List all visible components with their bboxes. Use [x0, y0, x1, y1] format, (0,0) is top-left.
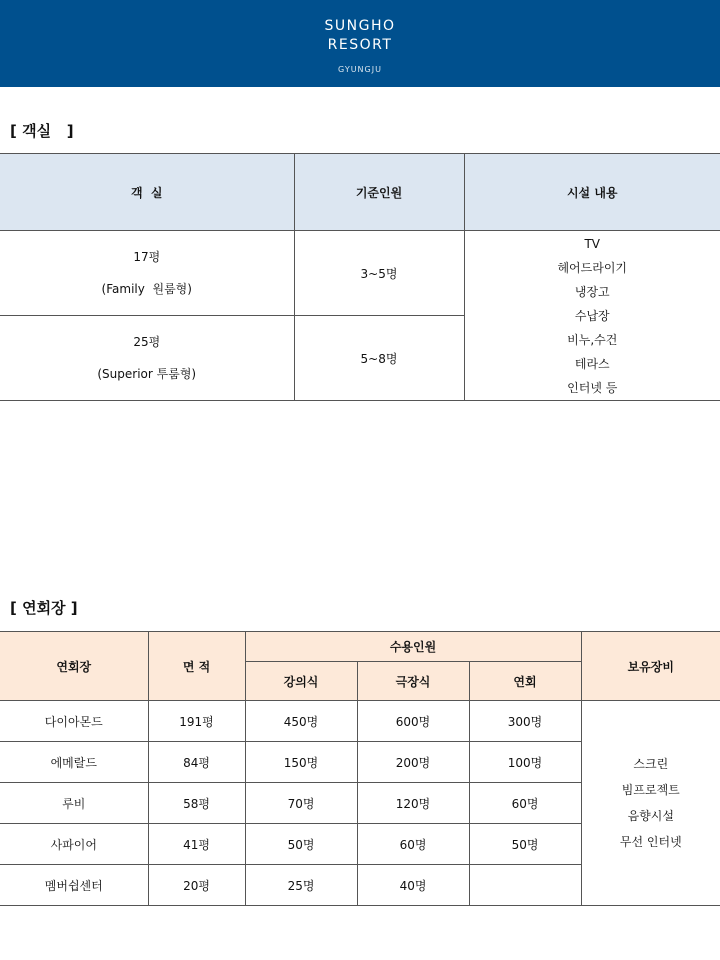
hall-name: 다이아몬드 — [0, 701, 148, 742]
logo-line-2: RESORT — [327, 37, 393, 53]
hall-theater: 60명 — [357, 824, 469, 865]
halls-header-hall: 연회장 — [0, 632, 148, 701]
hall-theater: 200명 — [357, 742, 469, 783]
resort-header — [0, 0, 720, 87]
hall-name: 사파이어 — [0, 824, 148, 865]
halls-header-equipment: 보유장비 — [581, 632, 720, 701]
room-size: 25평 — [133, 335, 161, 349]
logo-line-1: SUNGHO — [324, 18, 396, 34]
hall-name: 루비 — [0, 783, 148, 824]
rooms-header-facilities: 시설 내용 — [464, 154, 720, 231]
room-capacity: 3~5명 — [294, 231, 464, 316]
facility-item: 수납장 — [574, 308, 610, 323]
room-type-label: (Family 원룸형) — [101, 282, 192, 296]
room-capacity: 5~8명 — [294, 316, 464, 401]
facility-item: 테라스 — [574, 356, 610, 371]
hall-area: 20평 — [148, 865, 245, 906]
facility-item: TV — [584, 236, 601, 251]
hall-banquet: 100명 — [469, 742, 581, 783]
rooms-table — [0, 153, 720, 401]
halls-table — [0, 631, 720, 906]
equipment-item: 음향시설 — [627, 809, 674, 823]
facility-item: 인터넷 등 — [567, 380, 618, 395]
hall-area: 84평 — [148, 742, 245, 783]
hall-name: 멤버쉽센터 — [0, 865, 148, 906]
hall-banquet: 60명 — [469, 783, 581, 824]
hall-lecture: 70명 — [245, 783, 357, 824]
halls-header-theater: 극장식 — [357, 662, 469, 701]
halls-header-banquet: 연회 — [469, 662, 581, 701]
hall-name: 에메랄드 — [0, 742, 148, 783]
halls-header-capacity: 수용인원 — [245, 632, 581, 662]
rooms-section-title: [ 객실 ] — [10, 122, 74, 140]
hall-lecture: 150명 — [245, 742, 357, 783]
facility-item: 헤어드라이기 — [557, 260, 628, 275]
hall-theater: 120명 — [357, 783, 469, 824]
rooms-header-capacity: 기준인원 — [294, 154, 464, 231]
hall-lecture: 450명 — [245, 701, 357, 742]
hall-lecture: 50명 — [245, 824, 357, 865]
hall-banquet: 300명 — [469, 701, 581, 742]
room-type-label: (Superior 투룸형) — [97, 367, 197, 381]
hall-theater: 40명 — [357, 865, 469, 906]
equipment-item: 스크린 — [633, 757, 669, 771]
room-facilities-cell — [464, 231, 720, 401]
halls-section-title: [ 연회장 ] — [10, 599, 78, 617]
facility-item: 냉장고 — [574, 284, 610, 299]
room-type-cell — [0, 231, 294, 316]
room-size: 17평 — [133, 250, 161, 264]
hall-banquet: 50명 — [469, 824, 581, 865]
halls-header-lecture: 강의식 — [245, 662, 357, 701]
hall-banquet — [469, 865, 581, 906]
halls-header-area: 면 적 — [148, 632, 245, 701]
logo-line-3: GYUNGJU — [338, 65, 382, 74]
equipment-item: 무선 인터넷 — [619, 835, 682, 849]
hall-theater: 600명 — [357, 701, 469, 742]
hall-area: 58평 — [148, 783, 245, 824]
rooms-header-room: 객 실 — [0, 154, 294, 231]
room-type-cell — [0, 316, 294, 401]
hall-equipment-cell — [581, 701, 720, 906]
equipment-item: 빔프로젝트 — [621, 783, 680, 797]
facility-item: 비누,수건 — [567, 332, 618, 347]
hall-lecture: 25명 — [245, 865, 357, 906]
hall-area: 191평 — [148, 701, 245, 742]
hall-area: 41평 — [148, 824, 245, 865]
